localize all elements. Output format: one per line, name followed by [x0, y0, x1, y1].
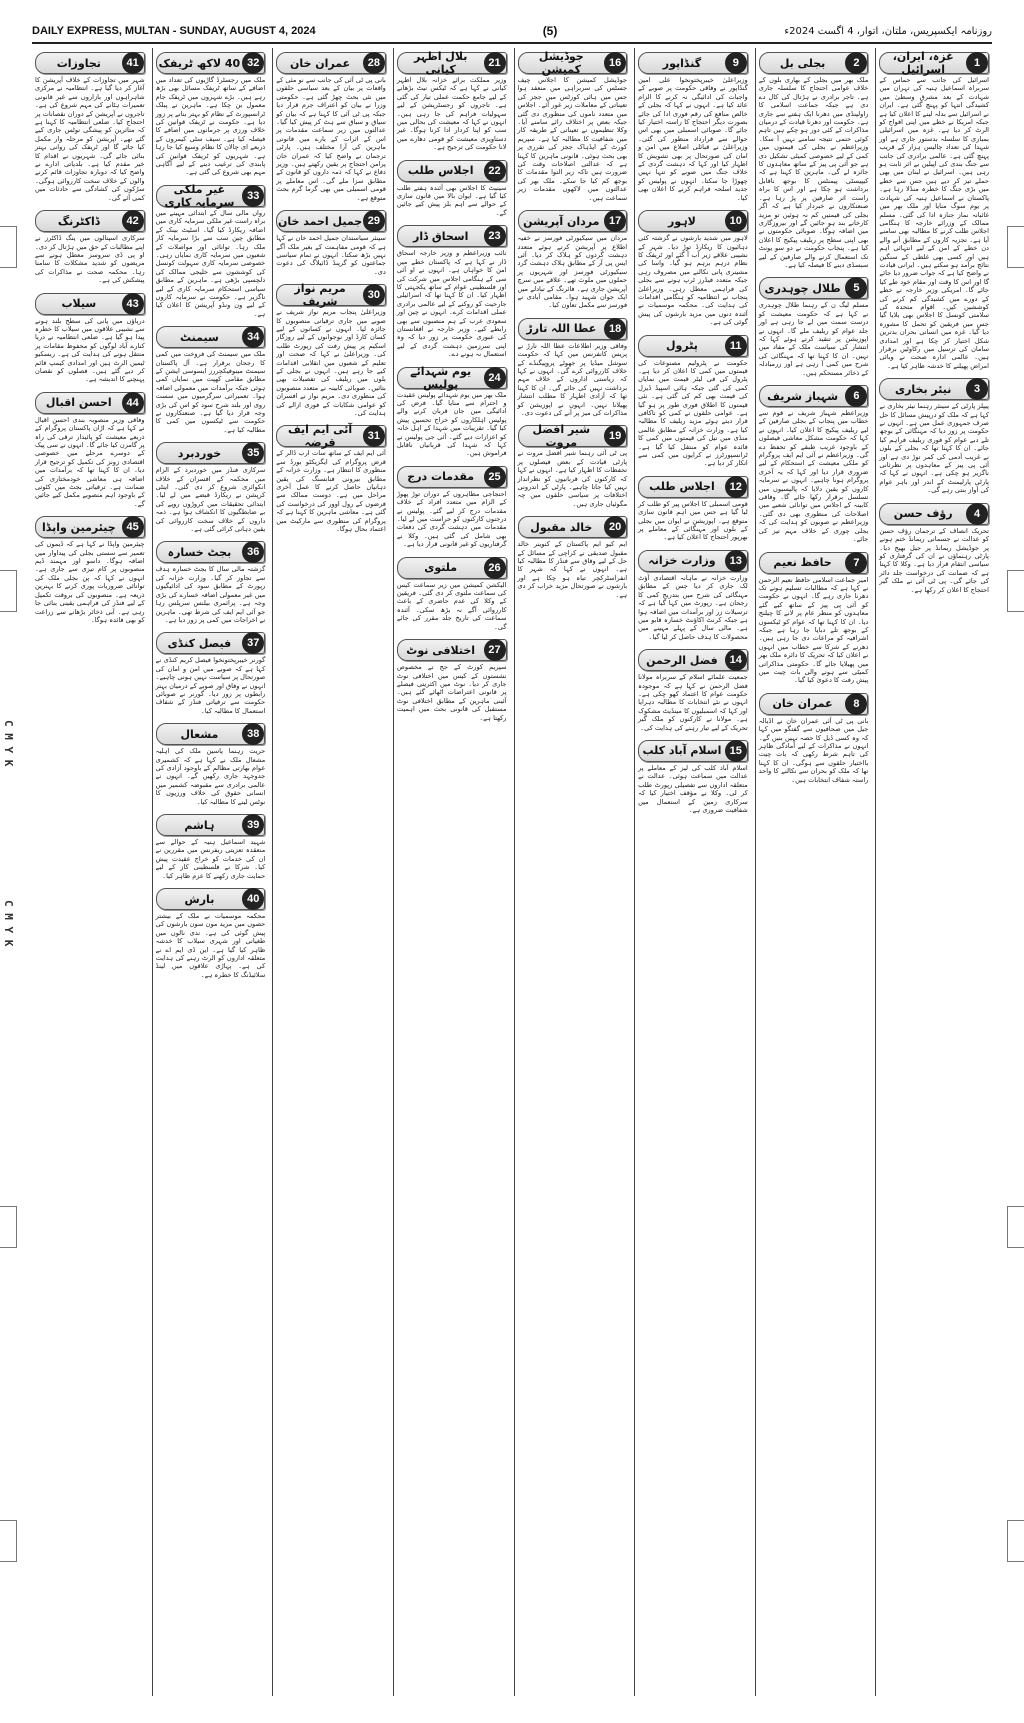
news-item-header: [397, 364, 507, 391]
news-item-body: گورنر خیبرپختونخوا فیصل کریم کنڈی نے کہا ہے کہ صوبے میں امن و امان کی صورتحال پر سیاست نہیں ہونی چاہیے۔ انہوں نے وفاق اور صوبے کے درمیان بہتر رابطوں پر زور دیا۔ گورنر نے صوبائی حکومت سے ترقیاتی فنڈز کے شفاف استعمال کا مطالبہ کیا۔: [155, 656, 266, 715]
news-item-title: بارش: [184, 892, 215, 906]
news-item-body: چیئرمین واپڈا نے کہا ہے کہ ڈیموں کی تعمیر سے سستی بجلی کی پیداوار میں اضافہ ہوگا۔ داسو اور مہمند ڈیم منصوبوں پر کام تیزی سے جاری ہے۔ انہوں نے کہا کہ پن بجلی ملک کی توانائی ضروریات پوری کرنے کا بہترین ذریعہ ہے۔ منصوبوں کی بروقت تکمیل کے لیے فنڈز کی فراہمی یقینی بنائی جا رہی ہے۔ آبی ذخائر بڑھانے سے زراعت کو بھی فائدہ ہوگا۔: [35, 540, 145, 624]
news-item-header: [638, 335, 748, 357]
news-item: [276, 421, 386, 533]
news-item-number-badge: 8: [845, 693, 867, 715]
news-item: [276, 280, 386, 417]
news-column: [634, 48, 751, 1696]
news-item-title: اجلاس طلب: [407, 164, 474, 178]
news-item-body: نائب وزیراعظم و وزیر خارجہ اسحاق ڈار نے کہا ہے کہ پاکستان خطے میں امن کا خواہاں ہے۔ انہوں نے او آئی سی کے ہنگامی اجلاس میں شرکت کی اور فلسطینی عوام کے ساتھ یکجہتی کا اظہار کیا۔ ان کا کہنا تھا کہ اسرائیلی جارحیت کو روکنے کے لیے عالمی برادری عملی اقدامات کرے۔ انہوں نے چین اور سعودی عرب کے ہم منصبوں سے بھی رابطے کیے۔ وزیر خارجہ نے افغانستان کی عبوری حکومت پر زور دیا کہ وہ اپنی سرزمین دہشت گردی کے لیے استعمال نہ ہونے دے۔: [396, 249, 507, 359]
news-item-title: عمران خان: [772, 697, 833, 711]
news-item-title: بلال اظہر کیانی: [414, 50, 468, 76]
news-item-header: [276, 423, 386, 450]
news-item: [759, 48, 869, 269]
news-item-number-badge: 23: [484, 225, 506, 247]
news-item-header: [397, 639, 507, 661]
news-item-number-badge: 5: [845, 277, 867, 299]
news-item-title: یوم شہدائے پولیس: [410, 364, 472, 391]
news-item-header: [397, 225, 507, 247]
news-item: [35, 206, 145, 284]
news-item-body: دریاؤں میں پانی کی سطح بلند ہونے سے نشیبی علاقوں میں سیلاب کا خطرہ پیدا ہو گیا ہے۔ ضلعی انتظامیہ نے دریا کنارے آباد لوگوں کو محفوظ مقامات پر منتقل ہونے کی ہدایت کی ہے۔ ریسکیو ٹیمیں الرٹ ہیں اور امدادی کیمپ قائم کر دیے گئے ہیں۔ فصلوں کو نقصان پہنچنے کا اندیشہ ہے۔: [35, 316, 145, 384]
news-item-number-badge: 29: [363, 210, 385, 232]
news-item: [759, 548, 869, 685]
news-item-body: بانی پی ٹی آئی کی جانب سے نو مئی کے واقعات پر بیان کے بعد سیاسی حلقوں میں نئی بحث چھڑ گئی ہے۔ حکومتی وزرا نے بیان کو اعتراف جرم قرار دیا جبکہ پی ٹی آئی کا کہنا ہے کہ بیان کو سیاق و سباق سے ہٹ کر پیش کیا گیا۔ عدالتوں میں زیر سماعت مقدمات پر اس کے اثرات کے بارے میں قانونی ماہرین کی آرا مختلف ہیں۔ پارٹی ترجمان نے واضح کیا کہ عمران خان پرامن احتجاج پر یقین رکھتے ہیں۔ وزیر دفاع نے کہا کہ ذمہ داروں کو قانون کے مطابق سزا ملے گی۔ اس معاملے پر قومی اسمبلی میں بھی گرما گرم بحث متوقع ہے۔: [276, 76, 386, 202]
news-item: [397, 462, 507, 549]
news-item: [156, 181, 266, 318]
news-item-header: [397, 52, 507, 74]
news-item-body: اسلام آباد کلب کی لیز کے معاملے پر عدالت میں سماعت ہوئی۔ عدالت نے متعلقہ اداروں سے تفصیلی رپورٹ طلب کر لی۔ وکلا نے مؤقف اختیار کیا کہ سرکاری زمین کے استعمال میں شفافیت ضروری ہے۔: [638, 763, 748, 814]
news-item: [518, 206, 628, 310]
news-item-number-badge: 25: [484, 466, 506, 488]
news-item-body: ملک میں سیمنٹ کی فروخت میں کمی کا رجحان برقرار ہے۔ آل پاکستان سیمنٹ مینوفیکچررز ایسوسی ایشن کے مطابق مقامی کھپت میں نمایاں کمی ہوئی جبکہ برآمدات میں معمولی اضافہ ہوا۔ تعمیراتی سرگرمیوں میں سست روی اور بلند شرح سود کو اس کی بڑی وجہ قرار دیا گیا ہے۔ صنعتکاروں نے حکومت سے ٹیکسوں میں کمی کا مطالبہ کیا ہے۔: [155, 350, 266, 434]
news-item-title: چیئرمین واپڈا: [41, 520, 116, 534]
news-item-body: وفاقی وزیر اطلاعات عطا اللہ تارڑ نے پریس کانفرنس میں کہا کہ حکومت سوشل میڈیا پر جھوٹے پروپیگنڈے کے خلاف کارروائی کرے گی۔ انہوں نے کہا کہ ریاستی اداروں کے خلاف مہم برداشت نہیں کی جائے گی۔ ان کا کہنا تھا کہ آزادی اظہار کا مطلب انتشار پھیلانا نہیں۔ انہوں نے اپوزیشن کو مذاکرات کی میز پر آنے کی دعوت دی۔: [517, 341, 628, 417]
news-item-body: لاہور میں شدید بارشوں نے گزشتہ کئی دہائیوں کا ریکارڈ توڑ دیا۔ شہر کے نشیبی علاقے زیر آب آ گئے اور ٹریفک کا نظام درہم برہم ہو گیا۔ واسا کی مشینری پانی نکالنے میں مصروف رہی جبکہ متعدد فیڈرز ٹرپ ہونے سے بجلی کی فراہمی معطل رہی۔ وزیراعلیٰ پنجاب نے انتظامیہ کو ہنگامی اقدامات کی ہدایت کی۔ محکمہ موسمیات نے آئندہ دنوں میں مزید بارشوں کی پیش گوئی کی ہے۔: [638, 234, 748, 327]
news-item-number-badge: 7: [845, 552, 867, 574]
news-item-title: جوڈیشل کمیشن: [538, 50, 584, 76]
news-item-body: وفاقی وزیر منصوبہ بندی احسن اقبال نے کہا ہے کہ اڑان پاکستان پروگرام کے ذریعے معیشت کو پائیدار ترقی کی راہ پر گامزن کیا جائے گا۔ انہوں نے سی پیک کے دوسرے مرحلے میں خصوصی اقتصادی زونز کی تکمیل کو ترجیح قرار دیا۔ ان کا کہنا تھا کہ برآمدات میں اضافہ ہی معاشی خودمختاری کی ضمانت ہے۔ ترقیاتی بجٹ میں کٹوتی کے باوجود اہم منصوبے مکمل کیے جائیں گے۔: [35, 415, 145, 508]
page-header: [32, 20, 992, 44]
news-item-title: مریم نواز شریف: [294, 282, 346, 309]
news-item-header: [156, 52, 266, 74]
news-item-header: [276, 210, 386, 232]
news-item-body: بانی پی ٹی آئی عمران خان نے اڈیالہ جیل میں صحافیوں سے گفتگو میں کہا کہ وہ کسی ڈیل کا حصہ نہیں بنیں گے۔ انہوں نے مذاکرات کے لیے آمادگی ظاہر کی تاہم شرط رکھی کہ بات چیت بااختیار حلقوں سے ہوگی۔ ان کا کہنا تھا کہ ملک کو بحران سے نکالنے کا واحد راستہ شفاف انتخابات ہیں۔: [758, 716, 869, 784]
news-item: [276, 48, 386, 202]
news-item-body: سرکاری اسپتالوں میں ینگ ڈاکٹرز نے اپنے مطالبات کے حق میں ہڑتال کر دی۔ او پی ڈی سروسز معطل ہونے سے مریضوں کو شدید مشکلات کا سامنا رہا۔ محکمہ صحت نے مذاکرات کی پیشکش کی ہے۔: [35, 234, 145, 285]
news-columns: [32, 48, 992, 1696]
news-item-body: وزیراعلیٰ خیبرپختونخوا علی امین گنڈاپور نے وفاقی حکومت پر صوبے کے واجبات کی ادائیگی نہ کرنے کا الزام عائد کیا ہے۔ انہوں نے کہا کہ بجلی کے خالص منافع کی رقم فوری ادا کی جائے بصورت دیگر احتجاج کا راستہ اختیار کیا جائے گا۔ صوبائی اسمبلی میں بھی اس حوالے سے قرارداد منظور کی گئی۔ وزیراعلیٰ نے قبائلی اضلاع میں امن و امان کی صورتحال پر بھی تشویش کا اظہار کیا اور کہا کہ دہشت گردی کے خلاف جنگ میں صوبے کو تنہا نہیں چھوڑا جا سکتا۔ انہوں نے پولیس کو جدید اسلحہ فراہم کرنے کا اعلان بھی کیا۔: [638, 76, 748, 202]
news-item-body: محکمہ موسمیات نے ملک کے بیشتر حصوں میں مزید مون سون بارشوں کی پیش گوئی کی ہے۔ ندی نالوں میں طغیانی اور شہری سیلاب کا خدشہ ظاہر کیا گیا ہے۔ این ڈی ایم اے نے متعلقہ اداروں کو الرٹ رہنے کی ہدایت کی ہے۔ پہاڑی علاقوں میں لینڈ سلائیڈنگ کا خطرہ ہے۔: [155, 912, 266, 979]
news-item-body: وزارت خزانہ نے ماہانہ اقتصادی آؤٹ لک جاری کر دیا جس کے مطابق مہنگائی کی شرح میں بتدریج کمی کا رجحان ہے۔ رپورٹ میں کہا گیا ہے کہ ترسیلات زر اور برآمدات میں اضافہ ہوا ہے جبکہ کرنٹ اکاؤنٹ خسارہ قابو میں ہے۔ مالی سال کے پہلے مہینے میں محصولات کا ہدف حاصل کر لیا گیا۔: [638, 573, 748, 641]
news-item-number-badge: 44: [122, 392, 144, 414]
news-item: [397, 553, 507, 631]
registration-mark: [1007, 1206, 1024, 1248]
news-item-number-badge: 22: [484, 160, 506, 182]
news-item-number-badge: 6: [845, 385, 867, 407]
news-item-body: ملک میں رجسٹرڈ گاڑیوں کی تعداد میں اضافے کے ساتھ ٹریفک مسائل بھی بڑھ رہے ہیں۔ بڑے شہروں میں ٹریفک جام معمول بن چکا ہے۔ ماہرین نے پبلک ٹرانسپورٹ کے نظام کو بہتر بنانے پر زور دیا ہے۔ حکومت نے ٹریفک قوانین کی خلاف ورزی پر جرمانوں میں اضافے کا فیصلہ کیا ہے۔ سیف سٹی کیمروں کے ذریعے ای چالان کا نظام وسیع کیا جا رہا ہے۔ شہریوں کو ٹریفک قوانین کی پابندی کی ترغیب دینے کے لیے آگاہی مہم بھی شروع کی گئی ہے۔: [155, 76, 266, 177]
news-column: [152, 48, 269, 1696]
news-item-header: [156, 326, 266, 348]
news-item-title: اختلافی نوٹ: [406, 643, 476, 657]
news-item-body: وزیراعلیٰ پنجاب مریم نواز شریف نے صوبے میں جاری ترقیاتی منصوبوں کا جائزہ لیا۔ انہوں نے کسانوں کے لیے کسان کارڈ اور نوجوانوں کے لیے روزگار اسکیم پر پیش رفت کی رپورٹ طلب کی۔ وزیراعلیٰ نے کہا کہ صحت اور تعلیم کے شعبوں میں انقلابی اقدامات کیے جا رہے ہیں۔ انہوں نے بجلی کے بلوں میں ریلیف کی تفصیلات بھی بتائیں۔ صوبائی کابینہ نے متعدد منصوبوں کی منظوری دی۔ مریم نواز نے افسران کو عوامی شکایات کے فوری ازالے کی ہدایت کی۔: [276, 308, 386, 417]
news-item-header: [156, 888, 266, 910]
registration-mark: [0, 1206, 17, 1248]
page-number: (5): [542, 24, 558, 38]
registration-mark: [0, 570, 17, 612]
news-item-body: احتجاجی مظاہروں کے دوران توڑ پھوڑ کے الزام میں متعدد افراد کے خلاف مقدمات درج کر لیے گئے۔ پولیس نے درجنوں کارکنوں کو حراست میں لے لیا۔ مقدمات میں دہشت گردی کی دفعات بھی شامل کی گئی ہیں۔ وکلا نے گرفتاریوں کو غیر قانونی قرار دیا ہے۔: [396, 489, 507, 549]
news-item-title: غزہ، ایران، اسرائیل: [892, 50, 954, 76]
news-item: [35, 289, 145, 384]
news-column: [32, 48, 148, 1696]
registration-mark: [0, 1520, 17, 1562]
news-item-title: طلال چوہدری: [764, 281, 841, 295]
news-item-body: سینیٹ کا اجلاس بھی آئندہ ہفتے طلب کیا گیا ہے۔ ایوان بالا میں قانون سازی کے حوالے سے اہم بلز پیش کیے جائیں گے۔: [396, 183, 507, 217]
news-item-title: لاہور: [668, 214, 696, 228]
news-item-title: اسحاق ڈار: [413, 229, 469, 243]
news-item-title: نیئر بخاری: [894, 382, 952, 396]
news-item-body: سرکاری فنڈز میں خوردبرد کے الزام میں محکمہ کے افسران کے خلاف انکوائری شروع کر دی گئی۔ اینٹی کرپشن نے ریکارڈ قبضے میں لے لیا۔ ابتدائی تحقیقات میں کروڑوں روپے کی بے ضابطگیوں کا انکشاف ہوا ہے۔ ذمہ داروں کے خلاف سخت کارروائی کی یقین دہانی کرائی گئی ہے۔: [155, 466, 266, 534]
news-item-header: [156, 182, 266, 209]
news-item-body: رواں مالی سال کے ابتدائی مہینے میں براہ راست غیر ملکی سرمایہ کاری میں اضافہ ریکارڈ کیا گیا۔ اسٹیٹ بینک کے مطابق چین سب سے بڑا سرمایہ کار ملک رہا۔ توانائی اور مواصلات کے شعبوں میں سرمایہ کاری نمایاں رہی۔ خصوصی سرمایہ کاری سہولت کونسل کی کوششوں سے خلیجی ممالک کی دلچسپی بڑھی ہے۔ ماہرین کے مطابق سیاسی استحکام سرمایہ کاری کے لیے ناگزیر ہے۔ حکومت نے سرمایہ کاروں کے لیے ون ونڈو آپریشن کا اعلان کیا ہے۔: [155, 208, 266, 318]
news-item: [638, 48, 748, 202]
news-item-header: [879, 52, 989, 74]
news-item-body: مسلم لیگ ن کے رہنما طلال چوہدری نے کہا ہے کہ حکومت معیشت کو درست سمت میں لے جا رہی ہے اور جلد عوام کو ریلیف ملے گا۔ انہوں نے اپوزیشن پر تنقید کرتے ہوئے کہا کہ انتشار کی سیاست ملک کے مفاد میں نہیں۔ ان کا کہنا تھا کہ مہنگائی کی شرح میں کمی آ رہی ہے اور زرمبادلہ کے ذخائر مستحکم ہیں۔: [758, 301, 869, 377]
news-item-number-badge: 14: [725, 649, 747, 671]
news-item: [638, 645, 748, 732]
news-item-body: اسرائیل کی جانب سے حماس کے سربراہ اسماعیل ہنیہ کی تہران میں شہادت کے بعد مشرق وسطیٰ میں کشیدگی انتہا کو پہنچ گئی ہے۔ ایران نے اسرائیل سے بدلہ لینے کا اعلان کیا ہے جبکہ امریکا نے خطے میں اپنی افواج کو الرٹ کر دیا ہے۔ غزہ میں اسرائیلی بمباری کا سلسلہ بدستور جاری ہے اور شہدا کی تعداد چالیس ہزار کے قریب پہنچ گئی ہے۔ عالمی برادری کی جانب سے جنگ بندی کی اپیلیں بے اثر ثابت ہو رہی ہیں۔ اسرائیل نے لبنان میں بھی حملے تیز کر دیے ہیں جس سے خطے میں بڑی جنگ کا خطرہ منڈلا رہا ہے۔ پاکستان نے اسماعیل ہنیہ کی شہادت پر یوم سوگ منایا اور ملک بھر میں غائبانہ نماز جنازہ ادا کی گئی۔ مسلم ممالک کے وزرائے خارجہ کا ہنگامی اجلاس طلب کرنے کا مطالبہ بھی سامنے آیا ہے۔ تجزیہ کاروں کے مطابق آنے والے دن خطے کے امن کے لیے انتہائی اہم ہیں اور کسی بھی غلطی کے سنگین نتائج برآمد ہو سکتے ہیں۔ ایرانی قیادت نے واضح کیا ہے کہ جواب ضرور دیا جائے گا اور اس کا وقت اور مقام خود طے کیا جائے گا۔ امریکی وزیر خارجہ نے خطے کے دورے میں کشیدگی کم کرنے کی کوششیں کیں۔ اقوام متحدہ کی سلامتی کونسل کا اجلاس بھی بلایا گیا جس میں فریقین کو تحمل کا مشورہ دیا گیا۔ غزہ میں انسانی بحران بدترین شکل اختیار کر چکا ہے اور امدادی سامان کی ترسیل میں رکاوٹیں برقرار ہیں۔ عالمی ادارہ صحت نے وبائی امراض پھیلنے کا خدشہ ظاہر کیا ہے۔: [879, 76, 989, 370]
news-item-header: [276, 282, 386, 309]
news-item-title: بجلی بل: [779, 56, 826, 70]
news-item-body: وزیر مملکت برائے خزانہ بلال اظہر کیانی نے کہا ہے کہ ٹیکس نیٹ بڑھانے کے لیے جامع حکمت عملی تیار کی گئی ہے۔ تاجروں کو رجسٹریشن کے لیے سہولیات فراہم کی جا رہی ہیں۔ انہوں نے کہا کہ معیشت کی بحالی میں سب کو اپنا کردار ادا کرنا ہوگا۔ غیر دستاویزی معیشت کو قومی دھارے میں لانا حکومت کی ترجیح ہے۔: [396, 76, 507, 152]
news-item-title: رؤف حسن: [893, 507, 953, 521]
news-item-title: مقدمات درج: [407, 470, 475, 484]
header-english-dateline: DAILY EXPRESS, MULTAN - SUNDAY, AUGUST 4, 2024: [32, 25, 316, 37]
registration-mark: [1007, 226, 1024, 268]
news-item-number-badge: 38: [242, 723, 264, 745]
news-item-number-badge: 41: [122, 52, 144, 74]
news-item-header: [397, 160, 507, 182]
news-item-header: [759, 552, 869, 574]
news-item-header: [638, 52, 748, 74]
news-item-body: حریت رہنما یاسین ملک کی اہلیہ مشعال ملک نے کہا ہے کہ کشمیری عوام بھارتی مظالم کے باوجود آزادی کی جدوجہد جاری رکھیں گے۔ انہوں نے عالمی برادری سے مقبوضہ کشمیر میں انسانی حقوق کی خلاف ورزیوں کا نوٹس لینے کا مطالبہ کیا۔: [155, 747, 266, 806]
news-item: [156, 48, 266, 177]
news-item-header: [35, 293, 145, 315]
news-item-number-badge: 1: [966, 52, 988, 74]
news-item-number-badge: 24: [484, 367, 506, 389]
news-item: [879, 48, 989, 370]
news-item-header: [638, 740, 748, 762]
news-item-body: سپریم کورٹ کے جج نے مخصوص نشستوں کے کیس میں اختلافی نوٹ جاری کر دیا۔ نوٹ میں اکثریتی فیصلے پر قانونی اعتراضات اٹھائے گئے ہیں۔ آئینی ماہرین کے مطابق اختلافی نوٹ مستقبل کی قانونی بحث میں اہمیت رکھتا ہے۔: [396, 663, 507, 722]
news-item-number-badge: 39: [242, 814, 264, 836]
news-item-title: گنڈاپور: [662, 56, 702, 70]
news-item-title: ملتوی: [424, 561, 458, 575]
news-item-header: [397, 466, 507, 488]
news-item: [156, 322, 266, 434]
news-item-body: پی ٹی آئی رہنما شیر افضل مروت نے پارٹی قیادت کے بعض فیصلوں پر تحفظات کا اظہار کیا ہے۔ انہوں نے کہا کہ کارکنوں کی قربانیوں کو نظرانداز نہیں کیا جانا چاہیے۔ پارٹی کے اندرونی اختلافات پر سیاسی حلقوں میں چہ مگوئیاں جاری ہیں۔: [517, 449, 628, 508]
news-item-number-badge: 16: [604, 52, 626, 74]
news-item-title: ڈاکٹرنگ: [57, 214, 100, 228]
news-item-header: [156, 723, 266, 745]
news-item-number-badge: 40: [242, 888, 264, 910]
news-item-header: [638, 550, 748, 572]
news-item-header: [397, 557, 507, 579]
news-item: [156, 719, 266, 806]
news-item-number-badge: 11: [725, 335, 747, 357]
news-item-title: وزارت خزانہ: [648, 554, 716, 568]
news-item-header: [156, 632, 266, 654]
news-item-title: اجلاس طلب: [649, 480, 715, 494]
news-item-header: [638, 476, 748, 498]
news-item-body: ملک بھر میں یوم شہدائے پولیس عقیدت و احترام سے منایا گیا۔ فرض کی ادائیگی میں جان قربان کرنے والے پولیس اہلکاروں کو خراج تحسین پیش کیا گیا۔ تقریبات میں شہدا کے اہل خانہ کو اعزازات دیے گئے۔ آئی جی پولیس نے کہا کہ شہدا کی قربانیاں ناقابل فراموش ہیں۔: [396, 390, 507, 458]
news-item-header: [759, 277, 869, 299]
news-item-number-badge: 33: [242, 185, 264, 207]
news-item-number-badge: 12: [725, 476, 747, 498]
news-item-number-badge: 35: [242, 442, 264, 464]
news-item-number-badge: 36: [242, 541, 264, 563]
news-item-number-badge: 45: [122, 516, 144, 538]
news-item-number-badge: 4: [966, 503, 988, 525]
news-item-number-badge: 32: [242, 52, 264, 74]
news-item: [759, 273, 869, 377]
news-item-title: سیلاب: [61, 297, 97, 311]
news-item: [156, 537, 266, 624]
news-item: [156, 884, 266, 979]
news-item-header: [759, 52, 869, 74]
news-item-title: خالد مقبول: [530, 520, 593, 534]
news-item: [397, 156, 507, 218]
news-item: [518, 512, 628, 599]
news-column: [514, 48, 631, 1696]
news-item-title: عمران خان: [289, 56, 351, 70]
news-item-header: [156, 814, 266, 836]
news-item: [35, 48, 145, 202]
news-item: [156, 810, 266, 880]
news-item-body: گزشتہ مالی سال کا بجٹ خسارہ ہدف سے تجاوز کر گیا۔ وزارت خزانہ کی رپورٹ کے مطابق سود کی ادائیگیوں میں غیر معمولی اضافہ خسارے کی بڑی وجہ ہے۔ پرائمری بیلنس سرپلس رہا جو آئی ایم ایف کی شرط تھی۔ ماہرین نے اخراجات میں کمی پر زور دیا ہے۔: [155, 565, 266, 624]
news-item-header: [35, 392, 145, 414]
news-item-number-badge: 43: [122, 293, 144, 315]
news-column: [755, 48, 872, 1696]
news-item-body: وزیراعظم شہباز شریف نے قوم سے خطاب میں پنجاب کے بجلی صارفین کے لیے ریلیف پیکیج کا اعلان کیا۔ انہوں نے کہا کہ حکومت مشکل معاشی فیصلوں کے باوجود غریب طبقے کو تحفظ دے گی۔ وزیراعظم نے آئی ایم ایف پروگرام کو ملکی معیشت کے استحکام کے لیے ضروری قرار دیا اور کہا کہ یہ آخری پروگرام ہونا چاہیے۔ انہوں نے سرمایہ کاروں کو یقین دلایا کہ پالیسیوں میں تسلسل برقرار رکھا جائے گا۔ وفاقی کابینہ کے اجلاس میں توانائی شعبے میں اصلاحات کی منظوری بھی دی گئی۔ وزیراعظم نے صوبوں کو ہدایت کی کہ بجلی چوری کے خلاف مہم تیز کی جائے۔: [758, 409, 869, 544]
registration-mark: [0, 226, 17, 268]
news-item-body: حکومت نے پٹرولیم مصنوعات کی قیمتوں میں کمی کا اعلان کر دیا ہے۔ پٹرول کی فی لیٹر قیمت میں نمایاں کمی کی گئی جبکہ ہائی اسپیڈ ڈیزل کی قیمت بھی کم کی گئی ہے۔ نئی قیمتوں کا اطلاق فوری طور پر ہو گیا ہے۔ عوامی حلقوں نے کمی کو ناکافی قرار دیتے ہوئے مزید ریلیف کا مطالبہ کیا ہے۔ وزارت خزانہ کے مطابق عالمی منڈی میں تیل کی قیمتوں میں کمی کا فائدہ عوام کو منتقل کیا گیا ہے۔ ٹرانسپورٹرز نے کرایوں میں کمی سے انکار کر دیا ہے۔: [638, 358, 748, 468]
news-item-title: جمیل احمد خان: [277, 214, 363, 228]
news-item-body: جمعیت علمائے اسلام کے سربراہ مولانا فضل الرحمن نے کہا ہے کہ موجودہ حکومت عوام کا اعتماد کھو چکی ہے۔ انہوں نے نئے انتخابات کا مطالبہ دہرایا اور کہا کہ اسمبلیوں کا مینڈیٹ مشکوک ہے۔ مولانا نے کارکنوں کو ملک گیر تحریک کے لیے تیار رہنے کی ہدایت کی۔: [638, 673, 748, 732]
news-item-title: ہاشم: [184, 818, 215, 832]
news-item-title: شہباز شریف: [767, 389, 839, 403]
news-item-title: 40 لاکھ ٹریفک: [158, 56, 241, 70]
news-item-header: [35, 516, 145, 538]
news-item-header: [518, 516, 628, 538]
news-item-body: شہید اسماعیل ہنیہ کے حوالے سے منعقدہ تعزیتی ریفرنس میں مقررین نے ان کی خدمات کو خراج عقیدت پیش کیا۔ شرکا نے فلسطینی کاز کے لیے حمایت جاری رکھنے کا عزم ظاہر کیا۔: [155, 838, 266, 880]
news-item-number-badge: 42: [122, 210, 144, 232]
news-item-title: آئی ایم ایف قرضہ: [287, 423, 353, 450]
news-item-header: [759, 693, 869, 715]
news-column: [393, 48, 510, 1696]
news-item-body: قومی اسمبلی کا اجلاس پیر کو طلب کر لیا گیا ہے جس میں اہم قانون سازی متوقع ہے۔ اپوزیشن نے ایوان میں بجلی کے بلوں اور مہنگائی کے معاملے پر بھرپور احتجاج کا اعلان کیا ہے۔: [638, 499, 748, 542]
news-item: [397, 363, 507, 458]
news-item: [879, 374, 989, 494]
news-item-body: تحریک انصاف کے ترجمان رؤف حسن کو عدالت نے جسمانی ریمانڈ ختم ہونے پر جوڈیشل ریمانڈ پر جیل بھیج دیا۔ پارٹی رہنماؤں نے ان کی گرفتاری کو سیاسی انتقام قرار دیا ہے۔ وکلا کا کہنا ہے کہ ضمانت کی درخواست جلد دائر کی جائے گی۔ پی ٹی آئی نے ملک گیر احتجاج کا اعلان کر رکھا ہے۔: [879, 526, 989, 594]
news-item-body: مردان میں سیکیورٹی فورسز نے خفیہ اطلاع پر آپریشن کرتے ہوئے متعدد دہشت گردوں کو ہلاک کر دیا۔ آئی ایس پی آر کے مطابق ہلاک دہشت گرد سیکیورٹی فورسز اور شہریوں پر حملوں میں ملوث تھے۔ علاقے میں سرچ آپریشن جاری ہے۔ فائرنگ کے تبادلے میں ایک جوان شہید ہوا۔ مقامی آبادی نے فورسز سے مکمل تعاون کیا۔: [517, 234, 628, 310]
news-item-number-badge: 31: [363, 425, 385, 447]
news-item-body: پیپلز پارٹی کے سینئر رہنما نیئر بخاری نے کہا ہے کہ ملک کو درپیش مسائل کا حل صرف جمہوری عمل میں ہے۔ انہوں نے حکومت پر زور دیا کہ مہنگائی کے بوجھ تلے دبے عوام کو فوری ریلیف فراہم کیا جائے۔ ان کا کہنا تھا کہ بجلی کے بلوں نے غریب آدمی کی کمر توڑ دی ہے اور آئی پی پیز کے معاہدوں پر نظرثانی ناگزیر ہو چکی ہے۔ انہوں نے کہا کہ پارٹی پارلیمنٹ کے اندر اور باہر عوام کی آواز بنتی رہے گی۔: [879, 402, 989, 495]
news-item-title: مردان آپریشن: [523, 214, 600, 228]
news-item: [879, 499, 989, 594]
news-item-number-badge: 19: [604, 425, 626, 447]
news-item: [156, 438, 266, 533]
news-item-number-badge: 37: [242, 632, 264, 654]
header-urdu-dateline: روزنامہ ایکسپریس، ملتان، اتوار، 4 اگست 2024ء: [784, 25, 992, 37]
news-item-header: [35, 52, 145, 74]
news-item-title: اسلام آباد کلب: [642, 744, 722, 758]
news-item-header: [759, 385, 869, 407]
news-item-title: تجاوزات: [56, 56, 101, 70]
cmyk-print-mark: C M Y K: [2, 720, 15, 767]
news-item-header: [156, 541, 266, 563]
news-item-title: سیمنٹ: [180, 330, 219, 344]
news-item-number-badge: 28: [363, 52, 385, 74]
news-item-number-badge: 30: [363, 284, 385, 306]
news-item-number-badge: 17: [604, 210, 626, 232]
news-item-header: [879, 503, 989, 525]
news-item-number-badge: 10: [725, 210, 747, 232]
news-item: [638, 546, 748, 641]
news-item-title: پٹرول: [666, 339, 698, 353]
news-item-number-badge: 26: [484, 557, 506, 579]
news-item-number-badge: 3: [966, 378, 988, 400]
news-item-body: سینئر سیاستدان جمیل احمد خان نے کہا ہے کہ قومی مفاہمت کے بغیر ملک آگے نہیں بڑھ سکتا۔ انہوں نے تمام سیاسی جماعتوں کو گرینڈ ڈائیلاگ کی دعوت دی۔: [276, 234, 386, 276]
news-item: [518, 421, 628, 508]
registration-mark: [1007, 570, 1024, 612]
news-item-header: [518, 52, 628, 74]
news-item-title: حافظ نعیم: [773, 556, 832, 569]
news-item-header: [638, 649, 748, 671]
registration-mark: [1007, 1520, 1024, 1562]
news-item-number-badge: 20: [604, 516, 626, 538]
news-item: [156, 628, 266, 715]
news-column: [272, 48, 389, 1696]
news-item-body: امیر جماعت اسلامی حافظ نعیم الرحمن نے کہا ہے کہ مطالبات تسلیم ہونے تک دھرنا جاری رہے گا۔ انہوں نے حکومت کو آئی پی پیز کے ساتھ کیے گئے معاہدوں کو منظر عام پر لانے کا چیلنج دیا۔ ان کا کہنا تھا کہ عوام کو ٹیکسوں کے بوجھ تلے دبایا جا رہا ہے جبکہ اشرافیہ کو مراعات دی جا رہی ہیں۔ دھرنے کے شرکا سے خطاب میں انہوں نے اعلان کیا کہ تحریک کا دائرہ ملک بھر میں پھیلایا جائے گا۔ حکومتی مذاکراتی کمیٹی سے ہونے والی بات چیت میں پیش رفت کا دعویٰ کیا گیا۔: [758, 575, 869, 685]
news-item-title: مشعال: [180, 727, 219, 741]
news-item-number-badge: 18: [604, 318, 626, 340]
news-item-header: [156, 442, 266, 464]
news-item: [518, 314, 628, 418]
news-item-title: عطا اللہ تارڑ: [526, 322, 597, 336]
news-item-number-badge: 27: [484, 639, 506, 661]
news-item-title: احسن اقبال: [45, 396, 112, 410]
news-item: [276, 206, 386, 276]
news-item: [638, 206, 748, 326]
news-item-title: فضل الرحمن: [646, 653, 718, 667]
news-item-header: [518, 318, 628, 340]
news-item-header: [518, 210, 628, 232]
news-item-body: آئی ایم ایف کے ساتھ سات ارب ڈالر کے قرض پروگرام کی ایگزیکٹو بورڈ سے منظوری کا انتظار ہے۔ وزارت خزانہ کے مطابق بیرونی فنانسنگ کی یقین دہانیاں حاصل کرنے کا عمل آخری مراحل میں ہے۔ دوست ممالک سے قرضوں کے رول اوور کی درخواست کی گئی ہے۔ معاشی ماہرین کا کہنا ہے کہ پروگرام کی منظوری سے مارکیٹ میں اعتماد بحال ہوگا۔: [276, 449, 386, 534]
news-item: [638, 472, 748, 542]
news-item-title: غیر ملکی سرمایہ کاری: [164, 182, 235, 209]
news-item: [638, 331, 748, 468]
news-item: [35, 388, 145, 508]
news-item-number-badge: 9: [725, 52, 747, 74]
news-item-number-badge: 13: [725, 550, 747, 572]
news-item: [397, 635, 507, 722]
news-item-header: [518, 423, 628, 450]
news-item: [518, 48, 628, 202]
news-item-body: الیکشن کمیشن میں زیر سماعت کیس کی سماعت ملتوی کر دی گئی۔ فریقین کے وکلا کی عدم حاضری کے باعث کارروائی آگے نہ بڑھ سکی۔ آئندہ سماعت کی تاریخ جلد مقرر کی جائے گی۔: [396, 580, 507, 631]
news-item-body: ایم کیو ایم پاکستان کے کنوینر خالد مقبول صدیقی نے کراچی کے مسائل کے حل کے لیے وفاق سے فنڈز کا مطالبہ کیا ہے۔ انہوں نے کہا کہ شہر کا انفراسٹرکچر تباہ ہو چکا ہے اور بارشوں نے صورتحال مزید خراب کر دی ہے۔: [517, 540, 628, 599]
news-item-number-badge: 34: [242, 326, 264, 348]
news-item: [638, 736, 748, 814]
news-item: [397, 221, 507, 358]
news-item: [397, 48, 507, 152]
news-item-title: خوردبرد: [177, 446, 222, 460]
news-item-header: [879, 378, 989, 400]
news-item-header: [35, 210, 145, 232]
news-item-body: شہر میں تجاوزات کے خلاف آپریشن کا آغاز کر دیا گیا ہے۔ انتظامیہ نے مرکزی شاہراہوں اور بازاروں سے غیر قانونی تعمیرات ہٹانے کی مہم شروع کی ہے۔ تاجروں نے آپریشن کے دوران نقصانات پر احتجاج کیا۔ ضلعی انتظامیہ کا کہنا ہے کہ متاثرین کو پیشگی نوٹس جاری کیے گئے تھے۔ آپریشن کو مرحلہ وار مکمل کیا جائے گا اور ٹریفک کی روانی بہتر بنائی جائے گی۔ شہریوں نے اقدام کا خیر مقدم کیا ہے۔ بلدیاتی ادارے نے واضح کیا کہ دوبارہ تجاوزات قائم کرنے والوں کے خلاف سخت کارروائی ہوگی۔ سڑکوں کی کشادگی سے حادثات میں کمی آئے گی۔: [35, 76, 145, 202]
news-item-title: شیر افضل مروت: [532, 423, 591, 450]
news-item-header: [276, 52, 386, 74]
news-item: [759, 381, 869, 544]
news-item: [759, 689, 869, 784]
news-item-title: بجٹ خسارہ: [167, 545, 232, 559]
news-item-number-badge: 21: [484, 52, 506, 74]
news-item-number-badge: 15: [725, 740, 747, 762]
news-item-number-badge: 2: [845, 52, 867, 74]
news-item-body: ملک بھر میں بجلی کے بھاری بلوں کے خلاف عوامی احتجاج کا سلسلہ جاری ہے۔ تاجر برادری نے ہڑتال کی کال دے دی ہے جبکہ جماعت اسلامی کا راولپنڈی میں دھرنا ایک ہفتے سے جاری ہے۔ حکومت اور دھرنا قیادت کے درمیان مذاکرات کے کئی دور ہو چکے ہیں تاہم کوئی حتمی نتیجہ سامنے نہیں آ سکا۔ وزیراعظم نے بجلی کی قیمتوں میں کمی کے لیے خصوصی کمیٹی تشکیل دی ہے جو آئی پی پیز کے ساتھ معاہدوں کا جائزہ لے گی۔ ماہرین کا کہنا ہے کہ کیپیسٹی پیمنٹس کا بوجھ ناقابل برداشت ہو چکا ہے اور اس کا براہ راست اثر صارفین پر پڑ رہا ہے۔ صنعتکاروں نے خبردار کیا ہے کہ اگر بجلی کی قیمتیں کم نہ ہوئیں تو مزید کارخانے بند ہو جائیں گے اور بیروزگاری میں اضافہ ہوگا۔ صوبائی حکومتوں نے بھی اپنی سطح پر ریلیف پیکیج کا اعلان کیا ہے۔ پنجاب حکومت نے دو سو یونٹ تک استعمال کرنے والے صارفین کے لیے سبسڈی دینے کا فیصلہ کیا ہے۔: [758, 76, 869, 269]
news-item-body: جوڈیشل کمیشن کا اجلاس چیف جسٹس کی سربراہی میں منعقد ہوا جس میں ہائی کورٹس میں ججز کی تعیناتی کے معاملات زیر غور آئے۔ اجلاس میں متعدد ناموں کی منظوری دی گئی جبکہ بعض پر اختلاف رائے سامنے آیا۔ وکلا تنظیموں نے تعیناتی کے طریقہ کار میں شفافیت کا مطالبہ کیا ہے۔ سپریم کورٹ کے ایڈہاک ججز کی تقرری پر بھی بحث ہوئی۔ قانونی ماہرین کا کہنا ہے کہ عدالتی اصلاحات وقت کی ضرورت ہیں تاکہ زیر التوا مقدمات کا بوجھ کم کیا جا سکے۔ ملک بھر کی عدالتوں میں لاکھوں مقدمات زیر سماعت ہیں۔: [517, 76, 628, 202]
news-item-title: فیصل کنڈی: [167, 636, 232, 650]
cmyk-print-mark: C M Y K: [2, 900, 15, 947]
news-item: [35, 512, 145, 624]
news-column: [875, 48, 992, 1696]
news-item-header: [638, 210, 748, 232]
